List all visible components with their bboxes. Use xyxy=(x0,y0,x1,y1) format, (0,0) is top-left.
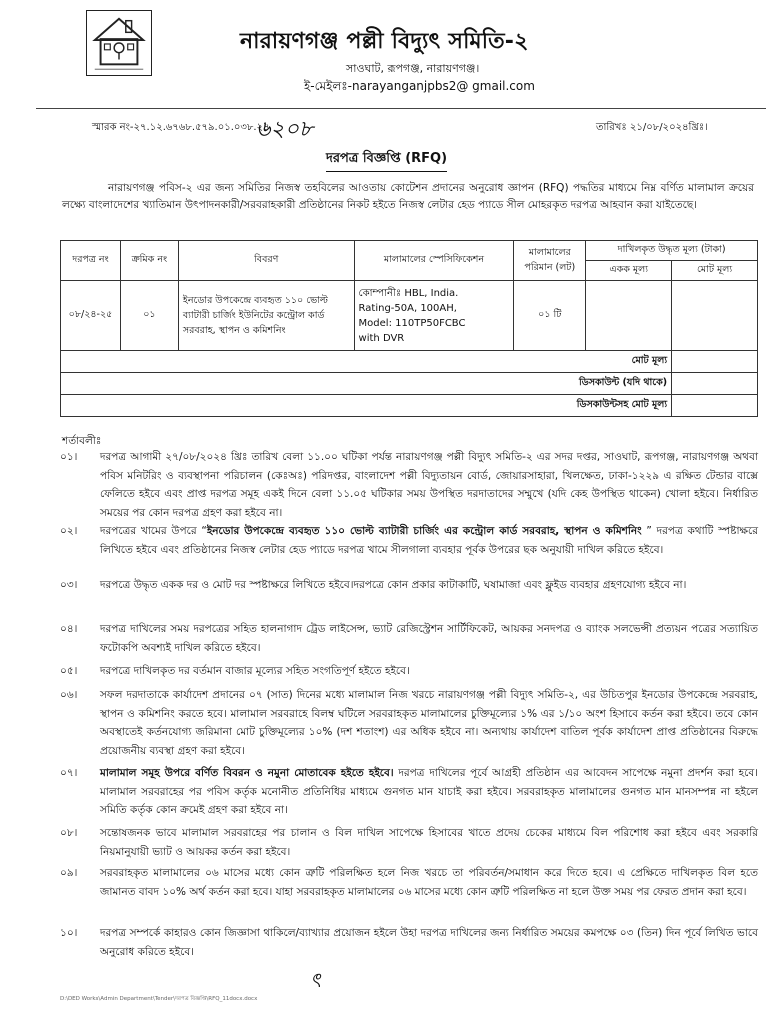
organization-address: সাওঘাট, রূপগঞ্জ, নারায়ণগঞ্জ। xyxy=(346,62,480,75)
condition-item xyxy=(60,448,758,522)
rfq-table xyxy=(60,240,758,417)
condition-text: দরপত্র সম্পর্কে কাহারও কোন জিজ্ঞাসা থাকিলে/ব্যাখ্যার প্রয়োজন হইলে উহা দরপত্র দাখিলের জন্য নির্ধারিত সময়ের কমপক্ষে ০৩ (তিন) দিন পূর্বে লিখিত ভাবে অনুরোধ করিতে হইবে। xyxy=(100,927,758,958)
condition-text: সফল দরদাতাকে কার্যাদেশ প্রদানের ০৭ (সাত) দিনের মধ্যে মালামাল নিজ খরচে নারায়ণগঞ্জ পল্লী বিদ্যুৎ সমিতি-২, এর উচিতপুর ইনডোর উপকেন্দ্রে সরবরাহ, স্থাপন ও কমিশনিং করতে হবে। মালামাল সরবরাহে বিলম্ব ঘটিলে সরবরাহকৃত মালামালের চুক্তিমূল্যের ১% এর ১/১০ অংশ হিসাবে কর্তন করা হইবে। তবে কোন অবস্থাতেই কর্তনযোগ্য জরিমানা মোট চুক্তিমূল্যের ১০% (দশ শতাংশ) এর অধিক হইবে না। অন্যথায় কার্যাদেশ বাতিল পূর্বক কার্যাদেশ প্রাপ্ত প্রতিষ্ঠানের বিরুদ্ধে প্রয়োজনীয় ব্যবস্থা গ্রহণ করা হইবে। xyxy=(100,689,758,757)
condition-item xyxy=(60,824,758,861)
condition-text xyxy=(100,522,758,559)
header-divider xyxy=(36,108,766,109)
condition-number: ০৮। xyxy=(60,827,78,839)
condition-number: ০৯। xyxy=(60,867,78,879)
header-total-price: মোট মূল্য xyxy=(672,261,758,281)
condition-number: ০১। xyxy=(60,451,78,463)
condition-text-tail: দরপত্র দাখিলের পূর্বে আগ্রহী প্রতিষ্ঠান এর আবেদন সাপেক্ষে নমুনা প্রদর্শন করা হবে। মালামাল সরবরাহের পর পবিস কর্তৃক মনোনীত প্রতিনিধির মাধ্যমে গুনগত মান যাচাই করা হইবে। সরবরাহকৃত মালামালের গুনগত মান মানসম্পন্ন না হইলে সমিতি কর্তৃক কোন ক্রমেই গ্রহণ করা হইবে না। xyxy=(100,767,758,817)
envelope-label: ইনডোর উপকেন্দ্রে ব্যবহৃত ১১০ ভোল্ট ব্যাটারী চার্জিং এর কন্ট্রোল কার্ড সরবরাহ, স্থাপন ও কমিশনিং xyxy=(206,525,642,537)
memo-number: স্মারক নং-২৭.১২.৬৭৬৮.৫৭৯.০১.০৩৮.২৪ xyxy=(92,122,270,133)
header-serial: ক্রমিক নং xyxy=(120,241,178,281)
condition-item xyxy=(60,764,758,820)
header-offered-price: দাখিলকৃত উদ্ধৃত মূল্য (টাকা) xyxy=(586,241,758,261)
spec-line: Rating-50A, 100AH, xyxy=(358,302,457,314)
summary-total-label: মোট মূল্য xyxy=(61,351,672,373)
condition-number: ১০। xyxy=(60,927,78,939)
condition-number: ০৭। xyxy=(60,767,78,779)
spec-line: Model: 110TP50FCBC xyxy=(358,317,466,329)
header-unit-price: একক মূল্য xyxy=(586,261,672,281)
condition-text: দরপত্রে দাখিলকৃত দর বর্তমান বাজার মূল্যের সহিত সংগতিপূর্ণ হইতে হইবে। xyxy=(100,665,410,677)
cell-tender-no: ০৮/২৪-২৫ xyxy=(61,281,121,351)
header-description: বিবরণ xyxy=(178,241,354,281)
cell-serial: ০১ xyxy=(120,281,178,351)
organization-email: ই-মেইলঃ-narayanganjpbs2@ gmail.com xyxy=(304,79,535,93)
cell-unit-price[interactable] xyxy=(586,281,672,351)
condition-text xyxy=(100,764,758,820)
condition-text-tail: ” দরপত্র কথাটি স্পষ্টাক্ষরে লিখিতে হইবে এবং প্রতিষ্ঠানের নিজস্ব লেটার হেড প্যাডে দরপত্র খামে সীলগালা ব্যবহার পূর্বক উপরের ছক অনুযায়ী দাখিল করিতে হইবে। xyxy=(100,525,758,556)
condition-text: সন্তোষজনক ভাবে মালামাল সরবরাহের পর চালান ও বিল দাখিল সাপেক্ষে হিসাবের খাতে প্রদেয় চেকের মাধ্যমে বিল পরিশোধ করা হইবে এবং সরকারি নিয়মানুযায়ী ভ্যাট ও আয়কর কর্তন করা হইবে। xyxy=(100,827,758,858)
condition-number: ০৫। xyxy=(60,665,78,677)
condition-text-bold: মালামাল সমূহ উপরে বর্ণিত বিবরন ও নমুনা মোতাবেক হইতে হইবে। xyxy=(100,767,394,779)
table-row xyxy=(61,281,758,351)
condition-text: দরপত্রে উদ্ধৃত একক দর ও মোট দর স্পষ্টাক্ষরে লিখিতে হইবে।দরপত্রে কোন প্রকার কাটাকাটি, ঘষামাজা এবং ফ্লুইড ব্যবহার গ্রহণযোগ্য হইবে না। xyxy=(100,579,687,591)
condition-item xyxy=(60,924,758,961)
summary-total-with-discount-value[interactable] xyxy=(672,395,758,417)
intro-paragraph: নারায়ণগঞ্জ পবিস-২ এর জন্য সমিতির নিজস্ব তহবিলের আওতায় কোটেশন প্রদানের অনুরোধ জ্ঞাপন (RFQ) পদ্ধতির মাধ্যমে নিম্ন বর্ণিত মালামাল ক্রয়ের লক্ষ্যে বাংলাদেশের খ্যাতিমান উৎপাদনকারী/সরবরাহকারী প্রতিষ্ঠানের নিকট হইতে নিজস্ব লেটার হেড প্যাডে সীল মোহরকৃত দরপত্র আহবান করা যাইতেছে। xyxy=(62,182,754,211)
cell-quantity: ০১ টি xyxy=(514,281,586,351)
condition-text: দরপত্র দাখিলের সময় দরপত্রের সহিত হালনাগাদ ট্রেড লাইসেন্স, ভ্যাট রেজিস্ট্রেশন সার্টিফিকেট, আয়কর সনদপত্র ও ব্যাংক সলভেন্সী প্রত্যয়ন পত্রের সত্যায়িত ফটোকপি অবশ্যই দাখিল করিতে হইবে। xyxy=(100,623,758,654)
cell-total-price[interactable] xyxy=(672,281,758,351)
condition-number: ০৬। xyxy=(60,689,78,701)
conditions-title: শর্তাবলীঃ xyxy=(62,435,102,447)
condition-number: ০৩। xyxy=(60,579,78,591)
signature-mark: ৎ xyxy=(310,968,321,992)
condition-number: ০৪। xyxy=(60,623,78,635)
header-tender-no: দরপত্র নং xyxy=(61,241,121,281)
organization-name: নারায়ণগঞ্জ পল্লী বিদ্যুৎ সমিতি-২ xyxy=(240,29,529,54)
summary-discount-label: ডিসকাউন্ট (যদি থাকে) xyxy=(61,373,672,395)
summary-total-value[interactable] xyxy=(672,351,758,373)
summary-discount-value[interactable] xyxy=(672,373,758,395)
summary-total-with-discount-label: ডিসকাউন্টসহ মোট মূল্য xyxy=(61,395,672,417)
spec-line: কোম্পানীঃ HBL, India. xyxy=(358,287,459,299)
cell-spec xyxy=(354,281,514,351)
document-title: দরপত্র বিজ্ঞপ্তি (RFQ) xyxy=(326,149,447,172)
spec-line: with DVR xyxy=(358,332,405,344)
cell-description: ইনডোর উপকেন্দ্রে ব্যবহৃত ১১০ ভোল্ট ব্যাটারী চার্জিং ইউনিটের কন্ট্রোল কার্ড সরবরাহ, স্থাপন ও কমিশনিং xyxy=(178,281,354,351)
condition-item xyxy=(60,864,758,901)
memo-handwritten-number: ৬২০৮ xyxy=(256,117,314,142)
memo-date: তারিখঃ ২১/০৮/২০২৪খ্রিঃ। xyxy=(596,122,708,133)
condition-text: সরবরাহকৃত মালামালের ০৬ মাসের মধ্যে কোন ত্রুটি পরিলক্ষিত হলে নিজ খরচে তা পরিবর্তন/সমাধান করে দিতে হবে। এ প্রেক্ষিতে দাখিলকৃত বিল হতে জামানত বাবদ ১০% অর্থ কর্তন করা হবে। যাহা সরবরাহকৃত মালামালের ০৬ মাসের মধ্যে কোন ত্রুটি পরিলক্ষিত না হলে উক্ত সময় পর ফেরত প্রদান করা হবে। xyxy=(100,867,758,898)
condition-text-lead: দরপত্রের খামের উপরে “ xyxy=(100,525,207,537)
condition-item xyxy=(60,576,758,595)
condition-item xyxy=(60,522,758,559)
header-quantity: মালামালের পরিমান (লট) xyxy=(514,241,586,281)
condition-text: দরপত্র আগামী ২৭/০৮/২০২৪ খ্রিঃ তারিখ বেলা ১১.০০ ঘটিকা পর্যন্ত নারায়ণগঞ্জ পল্লী বিদ্যুৎ সমিতি-২ এর সদর দপ্তর, সাওঘাট, রূপগঞ্জ, নারায়ণগঞ্জ অথবা পবিস মনিটরিং ও ব্যবস্থাপনা পরিচালন (কেঃঅঃ) পরিদপ্তর, বাংলাদেশ পল্লী বিদ্যুতায়ন বোর্ড, জোয়ারসাহারা, খিলক্ষেত, ঢাকা-১২২৯ এ রক্ষিত টেন্ডার বাক্সে ফেলিতে হইবে এবং প্রাপ্ত দরপত্র সমূহ একই দিনে বেলা ১১.০৫ ঘটিকার সময় উপস্থিত দরদাতাদের সম্মুখে (যদি কেহ উপস্থিত থাকেন) খোলা হইবে। নির্ধারিত সময়ের পর কোন দরপত্র গ্রহণ করা হইবে না। xyxy=(100,451,758,519)
pbs-house-logo-icon xyxy=(86,10,152,76)
condition-number: ০২। xyxy=(60,525,78,537)
condition-item xyxy=(60,686,758,760)
footer-file-path: D:\DED Works\Admin Department\Tender\দরপত্র বিজ্ঞপ্তি\RFQ_11docx.docx xyxy=(60,996,258,1002)
header-spec: মালামালের স্পেসিফিকেশন xyxy=(354,241,514,281)
condition-item xyxy=(60,662,758,681)
condition-item xyxy=(60,620,758,657)
